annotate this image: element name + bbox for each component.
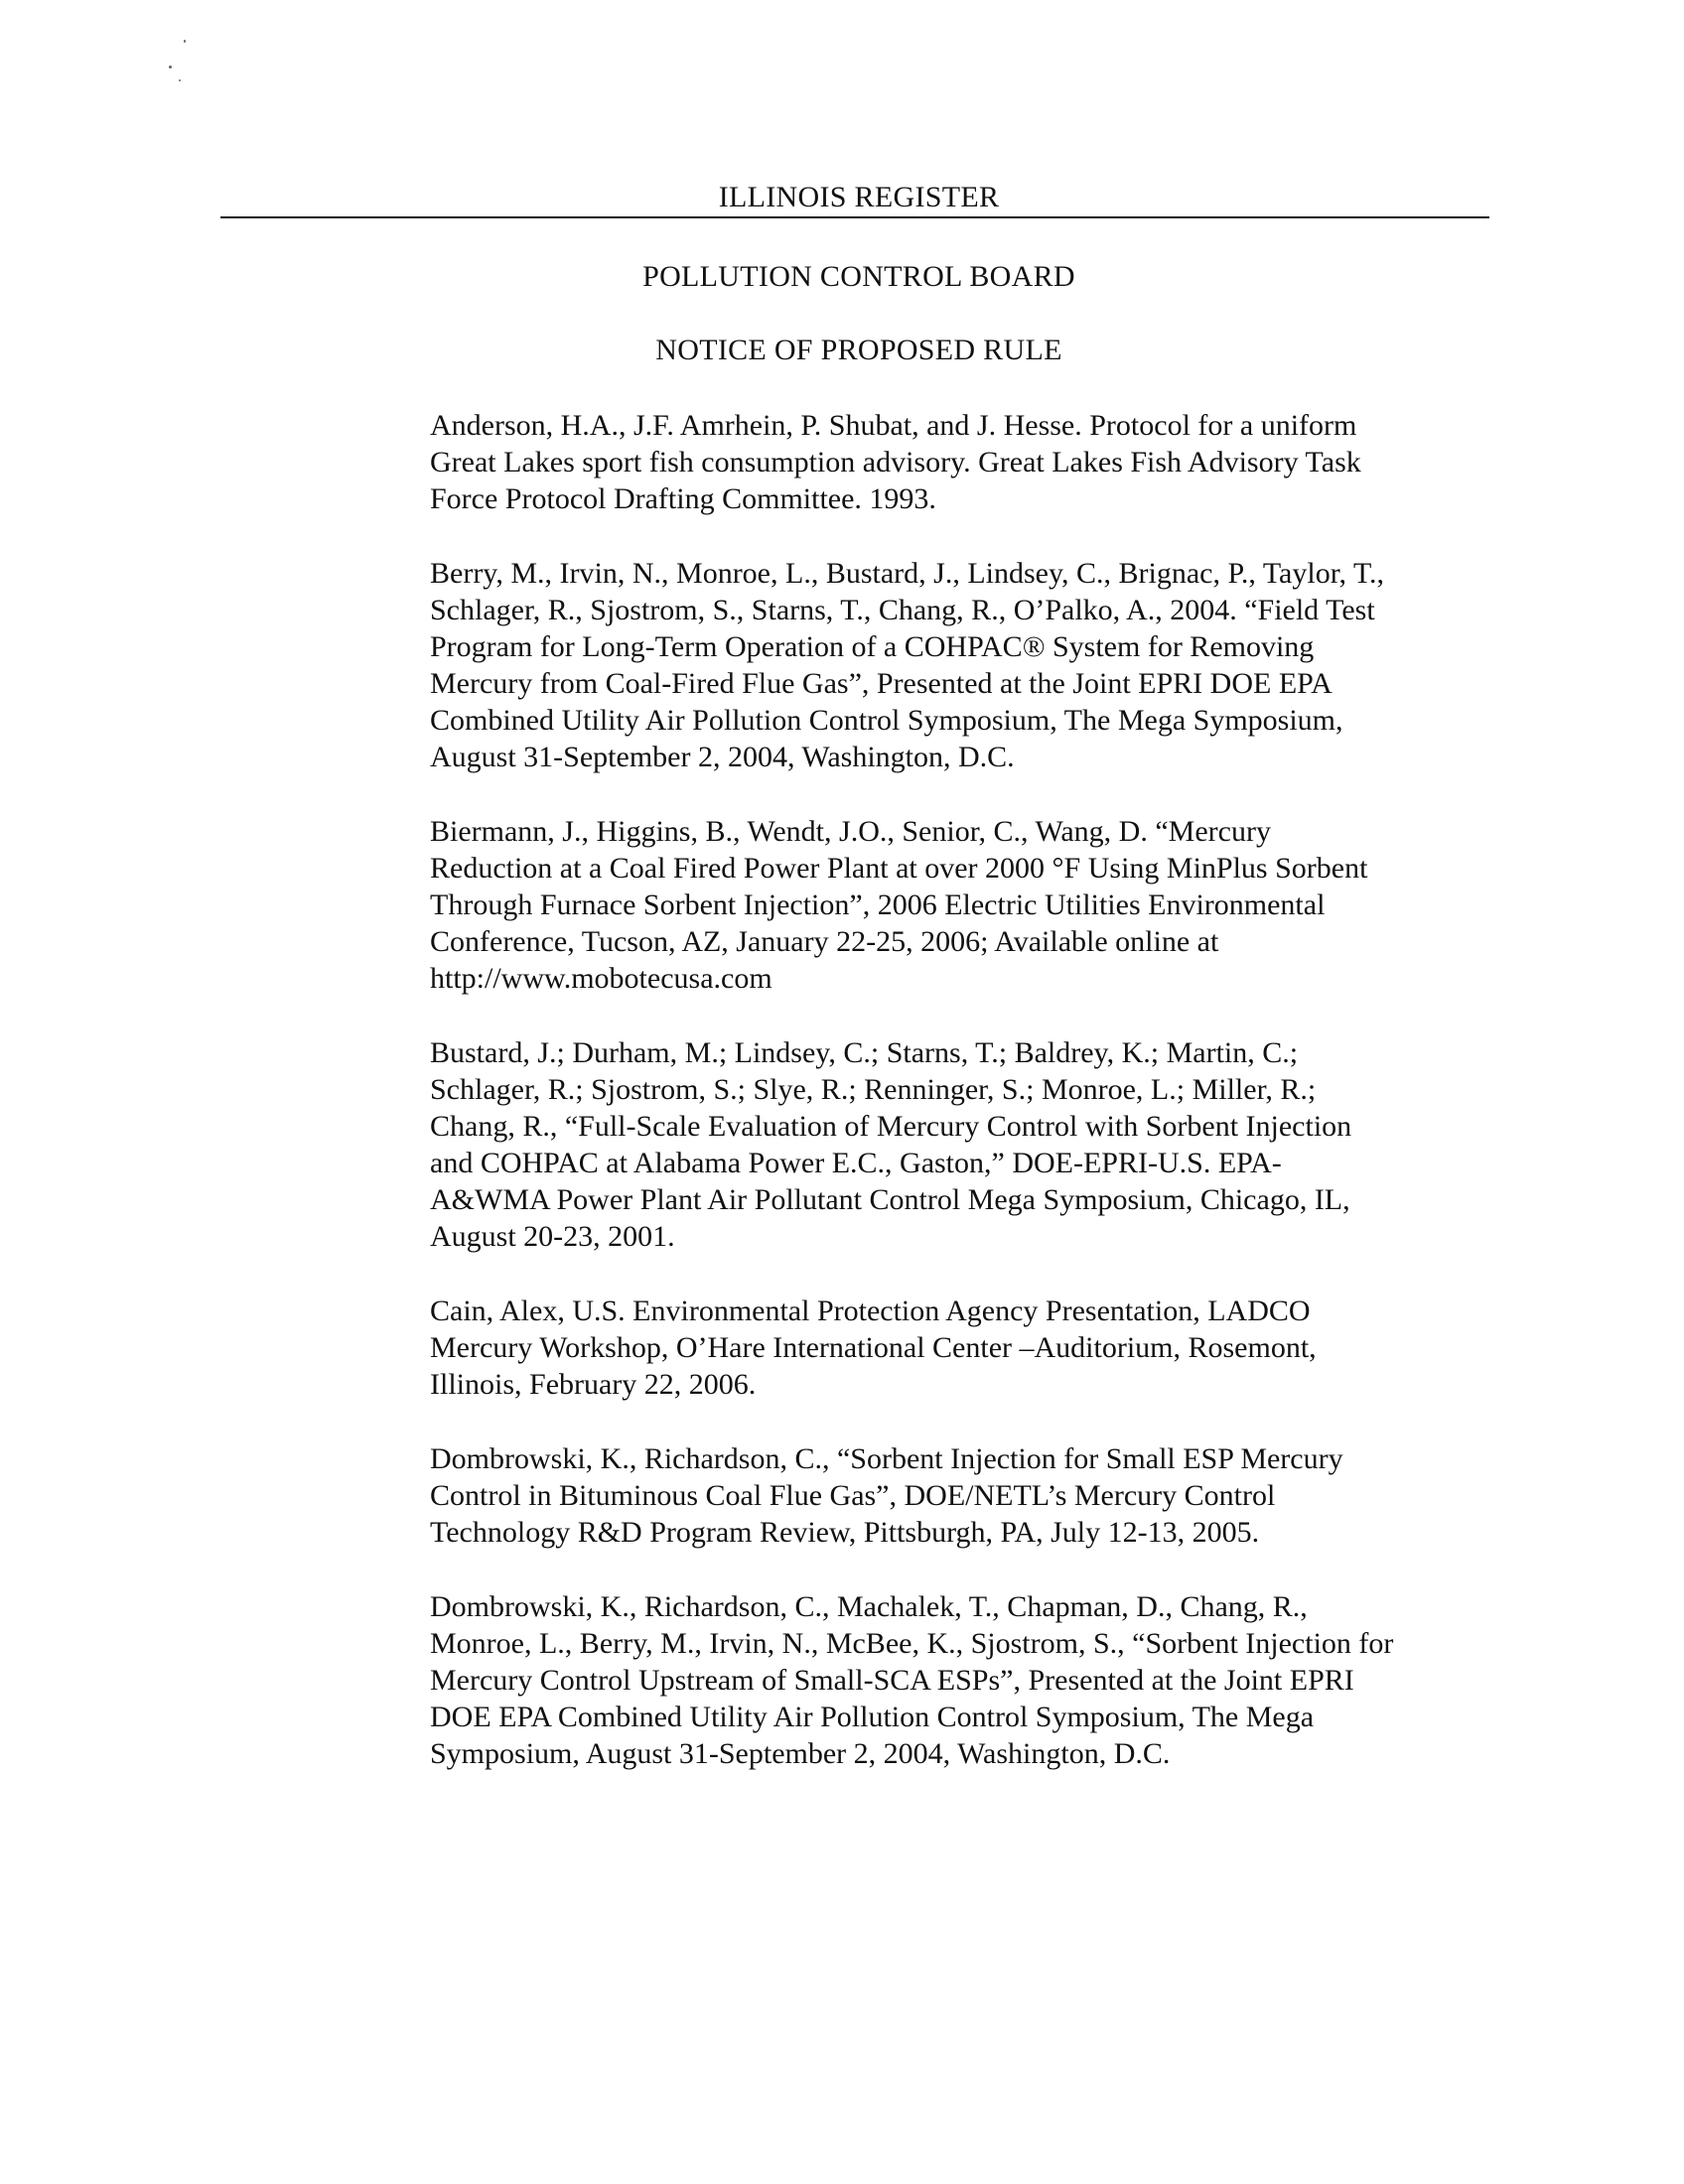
scan-speck <box>179 79 181 81</box>
notice-title: NOTICE OF PROPOSED RULE <box>655 334 1062 366</box>
header-rule <box>220 216 1489 218</box>
register-title: ILLINOIS REGISTER <box>718 181 1000 213</box>
reference-cain: Cain, Alex, U.S. Environmental Protection Agency Presentation, LADCO Mercury Workshop, O’Hare International Center –Auditorium, Rosemont, Illinois, February 22, 2006. <box>430 1295 1317 1401</box>
reference-bustard: Bustard, J.; Durham, M.; Lindsey, C.; Starns, T.; Baldrey, K.; Martin, C.; Schlager, R.; Sjostrom, S.; Slye, R.; Renninger, S.; Monroe, L.; Miller, R.; Chang, R., “Full-Scale Evaluation of Mercury Control with Sorbent Injection and COHPAC at Alabama Power E.C., Gaston,” DOE-EPRI-U.S. EPA-A&WMA Power Plant Air Pollutant Control Mega Symposium, Chicago, IL, August 20-23, 2001. <box>430 1036 1352 1253</box>
scan-speck <box>184 40 186 43</box>
scan-speck <box>169 66 172 68</box>
reference-biermann: Biermann, J., Higgins, B., Wendt, J.O., Senior, C., Wang, D. “Mercury Reduction at a Coal Fired Power Plant at over 2000 °F Using MinPlus Sorbent Through Furnace Sorbent Injection”, 2006 Electric Utilities Environmental Conference, Tucson, AZ, January 22-25, 2006; Available online at http://www.mobotecusa.com <box>430 815 1368 995</box>
reference-anderson: Anderson, H.A., J.F. Amrhein, P. Shubat, and J. Hesse. Protocol for a uniform Great Lakes sport fish consumption advisory. Great Lakes Fish Advisory Task Force Protocol Drafting Committee. 1993. <box>430 409 1361 515</box>
reference-dombrowski-2005: Dombrowski, K., Richardson, C., “Sorbent Injection for Small ESP Mercury Control in Bituminous Coal Flue Gas”, DOE/NETL’s Mercury Control Technology R&D Program Review, Pittsburgh, PA, July 12-13, 2005. <box>430 1442 1343 1549</box>
reference-berry: Berry, M., Irvin, N., Monroe, L., Bustard, J., Lindsey, C., Brignac, P., Taylor, T., Schlager, R., Sjostrom, S., Starns, T., Chang, R., O’Palko, A., 2004. “Field Test Program for Long-Term Operation of a COHPAC® System for Removing Mercury from Coal-Fired Flue Gas”, Presented at the Joint EPRI DOE EPA Combined Utility Air Pollution Control Symposium, The Mega Symposium, August 31-September 2, 2004, Washington, D.C. <box>430 557 1385 773</box>
reference-list <box>430 407 1395 1810</box>
reference-dombrowski-2004: Dombrowski, K., Richardson, C., Machalek, T., Chapman, D., Chang, R., Monroe, L., Berry, M., Irvin, N., McBee, K., Sjostrom, S., “Sorbent Injection for Mercury Control Upstream of Small-SCA ESPs”, Presented at the Joint EPRI DOE EPA Combined Utility Air Pollution Control Symposium, The Mega Symposium, August 31-September 2, 2004, Washington, D.C. <box>430 1590 1394 1770</box>
board-title: POLLUTION CONTROL BOARD <box>642 260 1075 293</box>
